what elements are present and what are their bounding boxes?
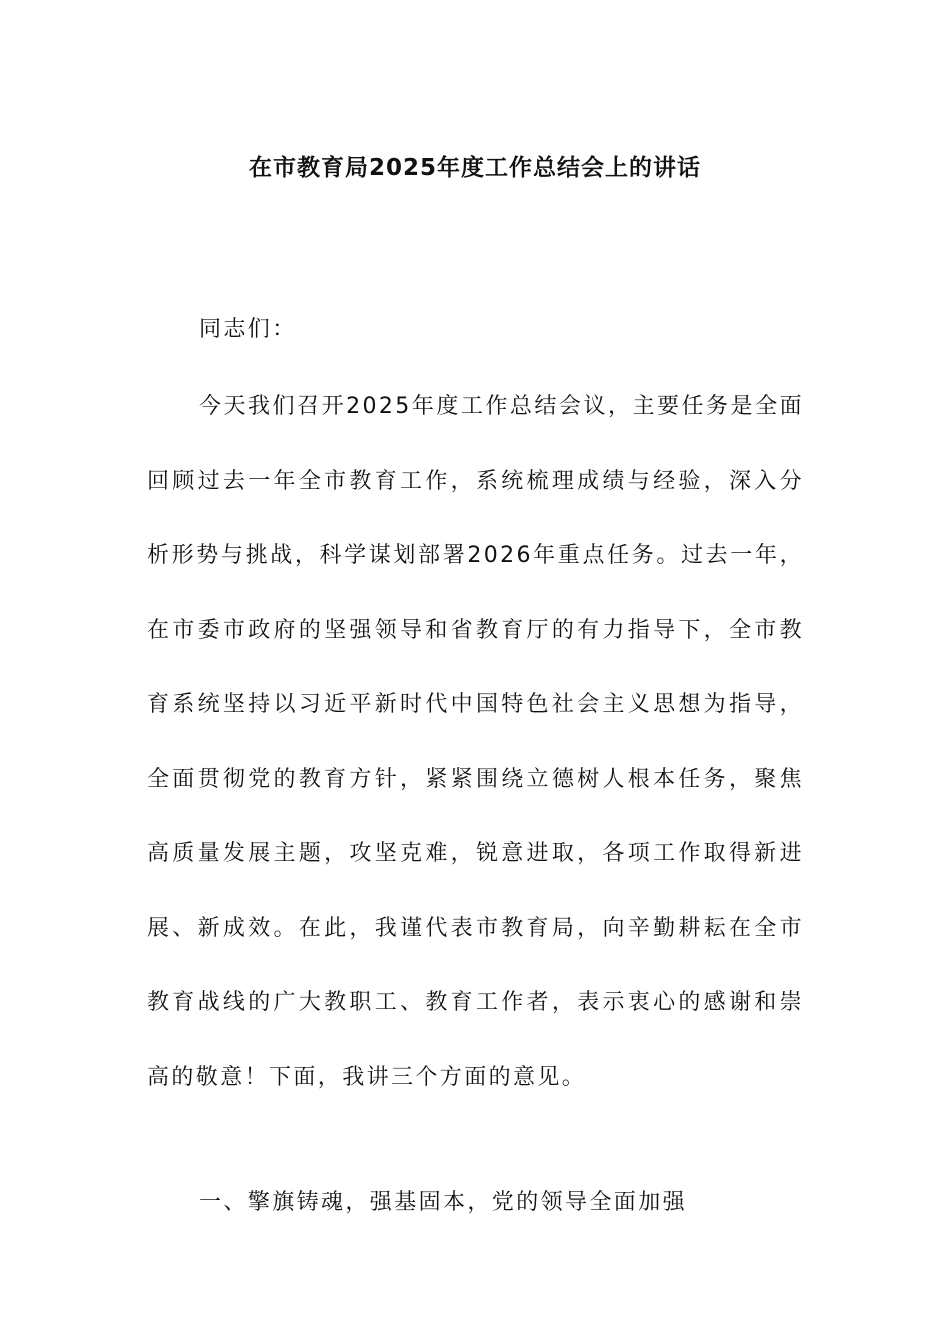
document-title: 在市教育局2025年度工作总结会上的讲话	[248, 155, 701, 181]
section-heading-1: 一、擎旗铸魂，强基固本，党的领导全面加强	[199, 1190, 688, 1215]
salutation: 同志们：	[199, 317, 297, 342]
intro-paragraph: 今天我们召开2025年度工作总结会议，主要任务是全面回顾过去一年全市教育工作，系统梳理成绩与经验，深入分析形势与挑战，科学谋划部署2026年重点任务。过去一年，在市委市政府的坚强领导和省教育厅的有力指导下，全市教育系统坚持以习近平新时代中国特色社会主义思想为指导，全面贯彻党的教育方针，紧紧围绕立德树人根本任务，聚焦高质量发展主题，攻坚克难，锐意进取，各项工作取得新进展、新成效。在此，我谨代表市教育局，向辛勤耕耘在全市教育战线的广大教职工、教育工作者，表示衷心的感谢和崇高的敬意！下面，我讲三个方面的意见。	[147, 394, 804, 1090]
